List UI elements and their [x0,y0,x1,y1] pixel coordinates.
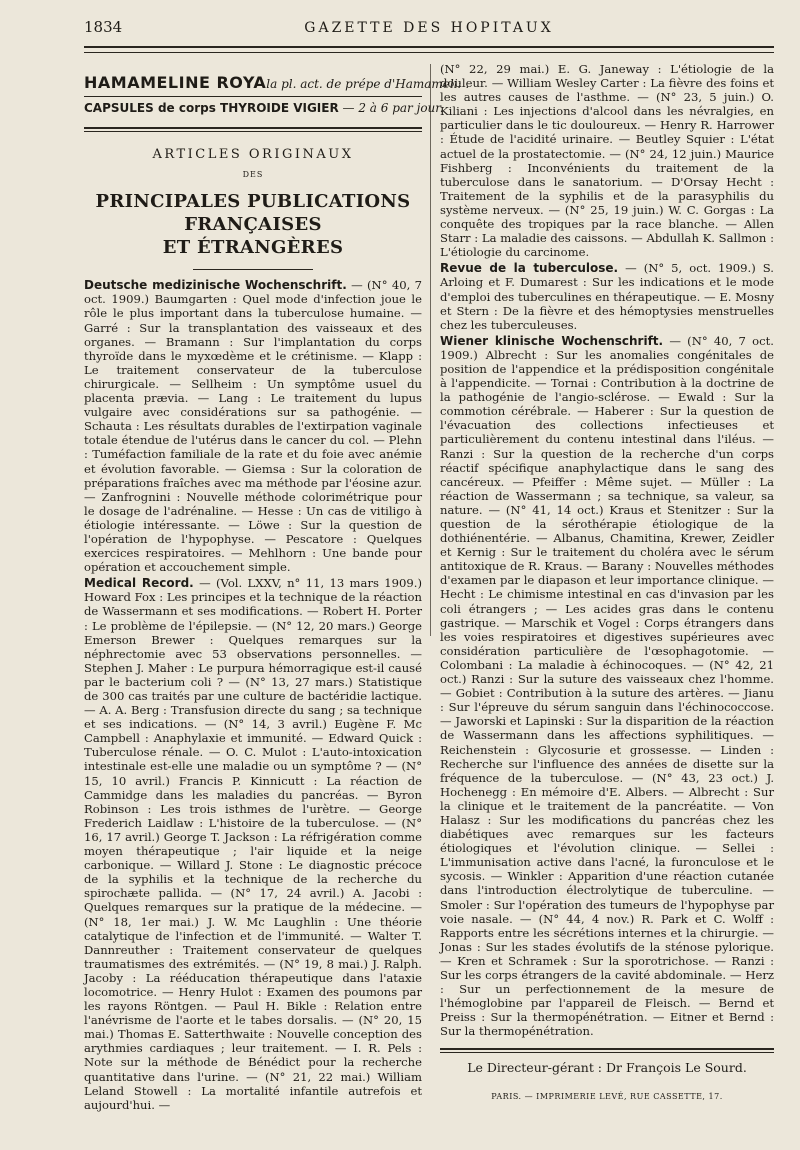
column-divider [430,64,431,636]
right-column [440,62,774,1104]
hamameline-brand: HAMAMELINE ROYA [84,73,267,92]
section-des: DES [242,170,264,180]
journal-name: Wiener klinische Wochenschrift. [440,333,664,348]
page-header [84,18,774,42]
section-rule [84,127,422,132]
left-column [84,62,470,1112]
printer-imprint: PARIS. — IMPRIMERIE LEVÉ, RUE CASSETTE, 17. [491,1091,723,1101]
journal-contents: (N° 22, 29 mai.) E. G. Janeway : L'étiologie de la douleur. — William Wesley Carter : La fièvre des foins et les autres causes de l'asthme. — (N° 23, 5 juin.) O. Kiliani : Les injections d'alcool dans les névralgies, en particulier dans le tic douloureux. — Henry R. Harrower : Étude de l'acidité urinaire. — Beutley Squier : L'état actuel de la prostatectomie. — (N° 24, 12 juin.) Maurice Fishberg : Inconvénients du traitement de la tuberculose dans le sanatorium. — D'Orsay Hecht : Traitement de la syphilis et de la parasyphilis du système nerveux. — (N° 25, 19 juin.) W. C. Gorgas : La conquête des tropiques par la race blanche. — Allen Starr : La maladie des caissons. — Abdullah K. Sallmon : L'étiologie du carcinome. [440,62,774,260]
journal-entry-dmw [84,278,422,574]
journal-name: Medical Record. [84,576,194,591]
hamameline-detail: la pl. act. de prépe d'Hamameli: . [266,77,470,91]
journal-entry-revue-tuberculose [440,261,774,331]
journal-contents: — (N° 40, 7 oct. 1909.) Baumgarten : Quel mode d'infection joue le rôle le plus important dans la tuberculose humaine. — Garré : Sur la transplantation des vaisseaux et des organes. — Bramann : Sur l'implantation du corps thyroïde dans le myxœdème et le crétinisme. — Klapp : Le traitement conservateur de la tuberculose chirurgicale. — Sellheim : Un symptôme usuel du placenta prævia. — Lang : Le traitement du lupus vulgaire avec considérations sur sa pathogénie. — Schauta : Les résultats durables de l'extirpation vaginale totale étendue de l'utérus dans le cancer du col. — Plehn : Tuméfaction familiale de la rate et du foie avec anémie et évolution favorable. — Giemsa : Sur la coloration de préparations fraîches avec ma méthode par l'éosine azur. — Zanfrognini : Nouvelle méthode colorimétrique pour le dosage de l'adrénaline. — Hesse : Un cas de vitiligo à étiologie intéressante. — Löwe : Sur la question de l'opération de l'hypophyse. — Pescatore : Quelques exercices respiratoires. — Mehlhorn : Une bande pour opération et accouchement simple. [84,278,422,575]
hamameline-ad [84,73,470,93]
section-kicker: ARTICLES ORIGINAUX [152,147,354,163]
journal-contents: — (N° 40, 7 oct. 1909.) Albrecht : Sur les anomalies congénitales de position de l'appendice et la prédisposition congénitale à l'appendicite. — Tornai : Contribution à la doctrine de la pathogénie de l'angio-sclérose. — Ewald : Sur la commotion cérébrale. — Haberer : Sur la question de l'évacuation des collections infectieuses et particulièrement du contenu intestinal dans l'iléus. — Ranzi : Sur la question de la recherche d'un corps réactif spécifique anaphylactique dans le sang des cancéreux. — Pfeiffer : Même sujet. — Müller : La réaction de Wassermann ; sa technique, sa valeur, sa nature. — (N° 41, 14 oct.) Kraus et Stenitzer : Sur la question de la sérothérapie étiologique de la dothiénentérie. — Albanus, Chamitina, Krewer, Zeidler et Kernig : Sur le traitement du choléra avec le sérum antitoxique de R. Kraus. — Barany : Nouvelles méthodes d'examen par le diapason et leur importance clinique. — Hecht : Le chimisme intestinal en cas d'invasion par les coli étrangers ; — Les acides gras dans le contenu gastrique. — Marschik et Vogel : Corps étrangers dans les voies respiratoires et digestives supérieures avec considération particulière de l'œsophagotomie. — Colombani : La maladie à échinocoques. — (N° 42, 21 oct.) Ranzi : Sur la suture des vaisseaux chez l'homme. — Gobiet : Contribution à la suture des artères. — Jianu : Sur l'épreuve du sérum sanguin dans l'échinococcose. — Jaworski et Lapinski : Sur la disparition de la réaction de Wassermann dans les affections syphilitiques. — Reichenstein : Glycosurie et grossesse. — Linden : Recherche sur l'influence des années de disette sur la fréquence de la tuberculose. — (N° 43, 23 oct.) J. Hochenegg : En mémoire d'E. Albers. — Albrecht : Sur la clinique et le traitement de la pancréatite. — Von Halasz : Sur les modifications du pancréas chez les diabétiques avec remarques sur les facteurs étiologiques et l'évolution clinique. — Sellei : L'immunisation active dans l'acné, la furonculose et le sycosis. — Winkler : Apparition d'une réaction cutanée dans l'introduction électrolytique de tuberculine. — Smoler : Sur l'opération des tumeurs de l'hypophyse par voie nasale. — (N° 44, 4 nov.) R. Park et C. Wolff : Rapports entre les sécrétions internes et la chirurgie. — Jonas : Sur les stades évolutifs de la sténose pylorique. — Kren et Schramek : Sur la sporotrichose. — Ranzi : Sur les corps étrangers de la cavité abdominale. — Herz : Sur un perfectionnement de la mesure de l'hémoglobine par l'appareil de Fleisch. — Bernd et Preiss : Sur la thermopénétration. — Eitner et Bernd : Sur la thermopénétration. [440,333,774,1039]
journal-name: Deutsche medizinische Wochenschrift. [84,278,347,293]
section-title-line1: PRINCIPALES PUBLICATIONS FRANÇAISES [95,191,411,236]
journal-entry-wiener-klinische [440,334,774,1039]
capsules-brand: CAPSULES de corps THYROIDE VIGIER [84,101,339,115]
header-rule [84,46,774,53]
journal-entry-medical-record [84,576,422,1112]
title-rule [193,269,313,270]
journal-entry-medical-record-continued [440,62,774,259]
footer-rule [440,1048,774,1053]
journal-contents: — (N° 5, oct. 1909.) S. Arloing et F. Dumarest : Sur les indications et le mode d'emploi des tuberculines en thérapeutique. — E. Mosny et Stern : De la fièvre et des hémoptysies menstruelles chez les tuberculeuses. [440,261,774,332]
journal-title: GAZETTE DES HOPITAUX [304,20,554,36]
page-number: 1834 [84,18,123,36]
journal-name: Revue de la tuberculose. [440,261,619,276]
section-title-line2: ET ÉTRANGÈRES [162,237,344,259]
director-line: Le Directeur-gérant : Dr François Le Sourd. [467,1060,747,1076]
capsules-detail: — 2 à 6 par jour. [342,101,444,115]
capsules-ad [84,101,444,115]
ad-divider [84,96,422,97]
journal-contents: — (Vol. LXXV, n° 11, 13 mars 1909.) Howard Fox : Les principes et la technique de la réaction de Wassermann et ses modifications. — Robert H. Porter : Le problème de l'épilepsie. — (N° 12, 20 mars.) George Emerson Brewer : Quelques remarques sur la néphrectomie avec 53 observations personnelles. — Stephen J. Maher : Le purpura hémorragique est-il causé par le bacterium coli ? — (N° 13, 27 mars.) Statistique de 300 cas traités par une culture de bactéridie lactique. — A. A. Berg : Transfusion directe du sang ; sa technique et ses indications. — (N° 14, 3 avril.) Eugène F. Mc Campbell : Anaphylaxie et immunité. — Edward Quick : Tuberculose rénale. — O. C. Mulot : L'auto-intoxication intestinale est-elle une maladie ou un symptôme ? — (N° 15, 10 avril.) Francis P. Kinnicutt : La réaction de Cammidge dans les maladies du pancréas. — Byron Robinson : Les trois isthmes de l'urètre. — George Frederich Laidlaw : L'histoire de la tuberculose. — (N° 16, 17 avril.) George T. Jackson : La réfrigération comme moyen thérapeutique ; l'air liquide et la neige carbonique. — Willard J. Stone : Le diagnostic précoce de la syphilis et la technique de la recherche du spirochæte pallida. — (N° 17, 24 avril.) A. Jacobi : Quelques remarques sur la pratique de la médecine. — (N° 18, 1er mai.) J. W. Mc Laughlin : Une théorie catalytique de l'infection et de l'immunité. — Walter T. Dannreuther : Traitement conservateur de quelques traumatismes des extrémités. — (N° 19, 8 mai.) J. Ralph. Jacoby : La rééducation thérapeutique dans l'ataxie locomotrice. — Henry Hulot : Examen des poumons par les rayons Röntgen. — Paul H. Bikle : Relation entre l'anévrisme de l'aorte et le tabes dorsalis. — (N° 20, 15 mai.) Thomas E. Satterthwaite : Nouvelle conception des arythmies cardiaques ; leur traitement. — I. R. Pels : Note sur la méthode de Bénédict pour la recherche quantitative dans l'urine. — (N° 21, 22 mai.) William Leland Stowell : La mortalité infantile autrefois et aujourd'hui. — [84,576,422,1112]
